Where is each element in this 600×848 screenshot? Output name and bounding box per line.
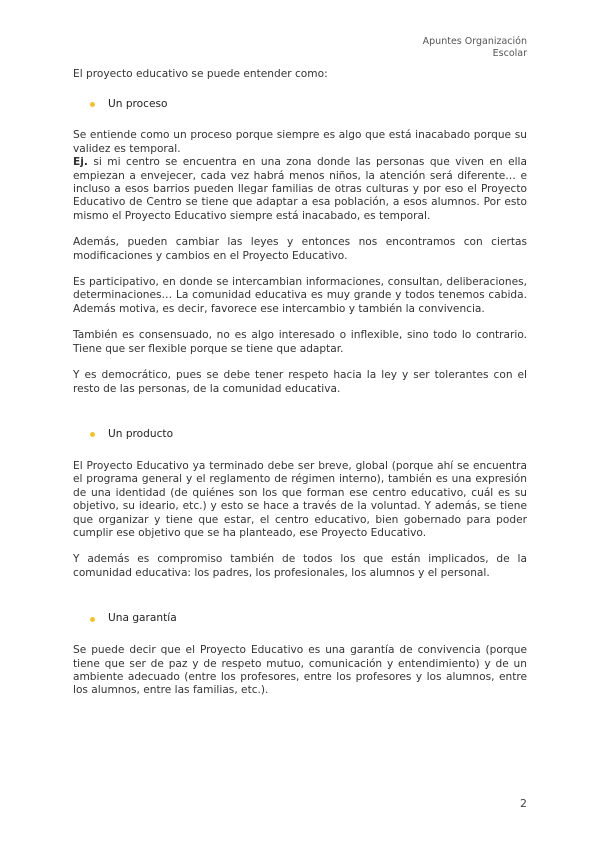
intro-text: El proyecto educativo se puede entender como: xyxy=(73,68,328,80)
header-line-2: Escolar xyxy=(492,48,527,59)
section-title: Un proceso xyxy=(108,97,168,110)
section-bullet-garantia xyxy=(90,612,527,626)
paragraph: Se entiende como un proceso porque siempre es algo que está inacabado porque su validez es temporal. xyxy=(73,129,527,155)
section-bullet-producto xyxy=(90,428,527,442)
bullet-dot-icon xyxy=(90,617,95,622)
page-number: 2 xyxy=(520,797,527,810)
paragraph: Además, pueden cambiar las leyes y entonces nos encontramos con ciertas modificaciones y cambios en el Proyecto Educativo. xyxy=(73,236,527,262)
section-bullet-proceso xyxy=(90,97,527,111)
paragraph: Es participativo, en donde se intercambian informaciones, consultan, deliberaciones, determinaciones… La comunidad educativa es muy grande y todos tenemos cabida. Además motiva, es decir, favorece ese intercambio y también la convivencia. xyxy=(73,276,527,315)
section-title: Una garantía xyxy=(108,612,177,625)
bullet-dot-icon xyxy=(90,432,95,437)
paragraph: El Proyecto Educativo ya terminado debe ser breve, global (porque ahí se encuentra el programa general y el reglamento de régimen interno), también es una expresión de una identidad (de quiénes son los que forman ese centro educativo, cuál es su objetivo, su ideario, etc.) y esto se hace a través de la voluntad. Y además, se tiene que organizar y tiene que estar, el centro educativo, bien gobernado para poder cumplir ese objetivo que se ha planteado, ese Proyecto Educativo. xyxy=(73,459,527,539)
paragraph: Y es democrático, pues se debe tener respeto hacia la ley y ser tolerantes con el resto de las personas, de la comunidad educativa. xyxy=(73,369,527,395)
header-line-1: Apuntes Organización xyxy=(422,36,527,47)
example-paragraph xyxy=(73,156,527,223)
example-label: Ej. xyxy=(73,156,88,169)
page-header xyxy=(423,36,527,60)
bullet-dot-icon xyxy=(90,102,95,107)
document-body xyxy=(73,68,527,711)
example-text: si mi centro se encuentra en una zona donde las personas que viven en ella empiezan a envejecer, cada vez habrá menos niños, la atención será diferente… e incluso a esos barrios pueden llegar familias de otras culturas y por eso el Proyecto Educativo de Centro se tiene que adaptar a esa población, a esos alumnos. Por esto mismo el Proyecto Educativo siempre está inacabado, es temporal. xyxy=(73,156,527,222)
paragraph: Se puede decir que el Proyecto Educativo es una garantía de convivencia (porque tiene que ser de paz y de respeto mutuo, comunicación y entendimiento) y de un ambiente adecuado (entre los profesores, entre los profesores y los alumnos, entre los alumnos, entre las familias, etc.). xyxy=(73,644,527,697)
paragraph: También es consensuado, no es algo interesado o inflexible, sino todo lo contrario. Tiene que ser flexible porque se tiene que adaptar. xyxy=(73,329,527,355)
section-title: Un producto xyxy=(108,428,174,441)
paragraph: Y además es compromiso también de todos los que están implicados, de la comunidad educativa: los padres, los profesionales, los alumnos y el personal. xyxy=(73,553,527,579)
